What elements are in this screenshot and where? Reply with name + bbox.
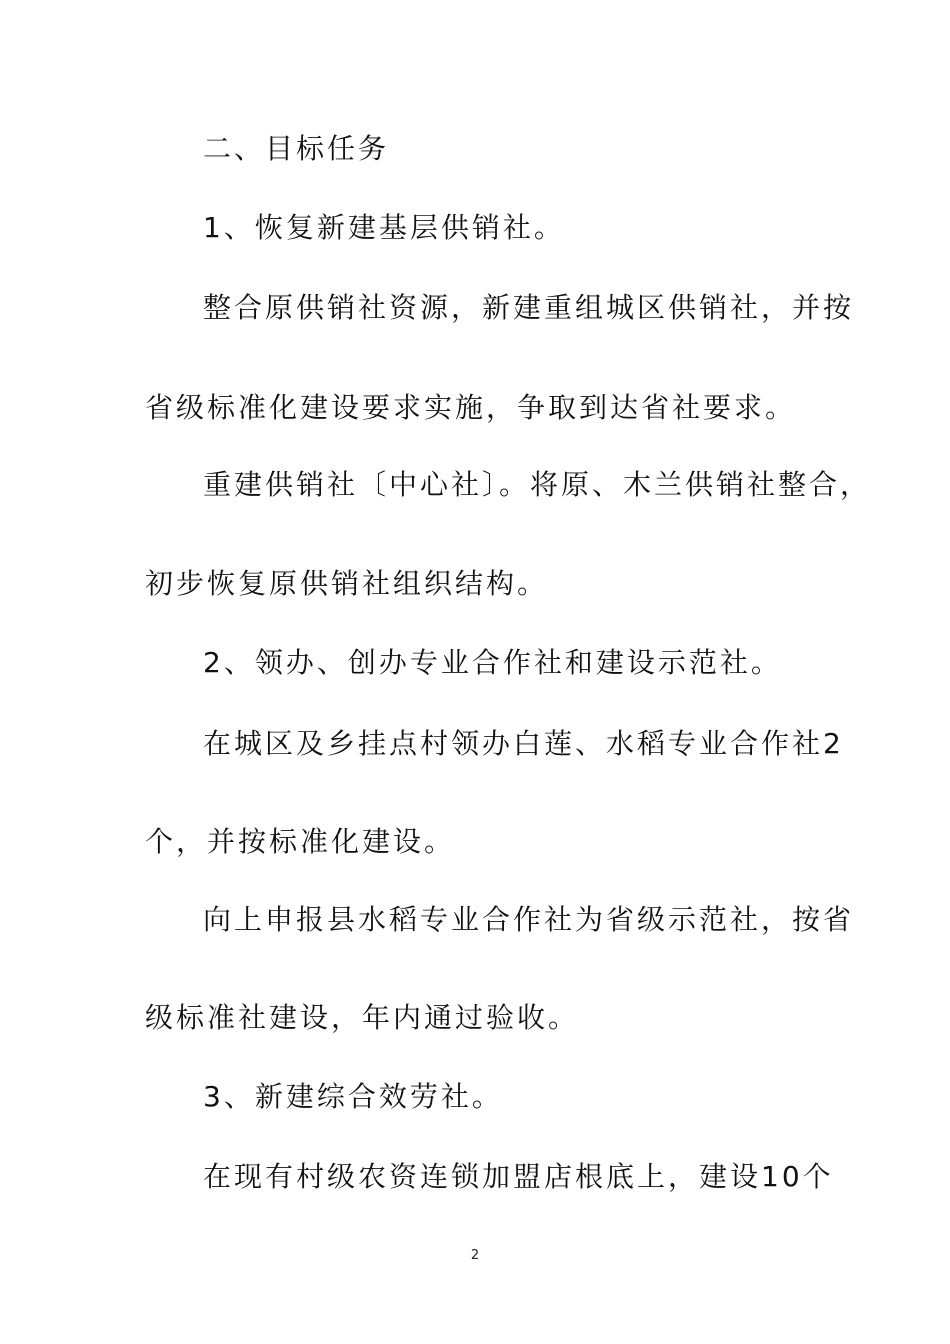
paragraph-line: 在现有村级农资连锁加盟店根底上，建设10个: [203, 1160, 834, 1193]
section-heading: 二、目标任务: [203, 132, 390, 165]
paragraph-line: 整合原供销社资源，新建重组城区供销社，并按: [203, 291, 855, 324]
paragraph-line: 重建供销社〔中心社〕。将原、木兰供销社整合，: [203, 468, 872, 501]
paragraph-line: 初步恢复原供销社组织结构。: [145, 567, 549, 600]
paragraph-line: 级标准社建设，年内通过验收。: [145, 1001, 580, 1034]
paragraph-line: 个，并按标准化建设。: [145, 825, 456, 858]
paragraph-line: 向上申报县水稻专业合作社为省级示范社，按省: [203, 903, 855, 936]
subheading-2: 2、领办、创办专业合作社和建设示范社。: [203, 646, 782, 679]
subheading-1: 1、恢复新建基层供销社。: [203, 211, 565, 244]
paragraph-line: 省级标准化建设要求实施，争取到达省社要求。: [145, 391, 797, 424]
page-number: 2: [470, 1248, 480, 1263]
paragraph-line: 在城区及乡挂点村领办白莲、水稻专业合作社2: [203, 727, 844, 760]
subheading-3: 3、新建综合效劳社。: [203, 1080, 503, 1113]
